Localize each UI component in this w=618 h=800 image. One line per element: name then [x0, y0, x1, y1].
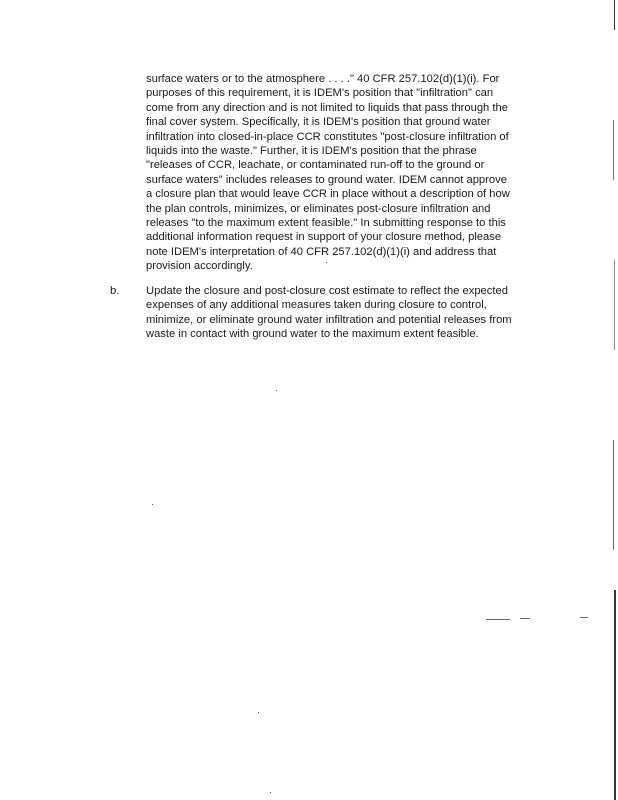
scan-speck	[152, 504, 153, 505]
text-line: infiltration into closed-in-place CCR constitutes "post-closure infiltration of	[146, 130, 509, 143]
text-line: minimize, or eliminate ground water infiltration and potential releases from	[146, 313, 512, 326]
scan-edge-mark	[614, 0, 615, 30]
text-line: additional information request in support of your closure method, please	[146, 231, 502, 244]
text-line: note IDEM's interpretation of 40 CFR 257.102(d)(1)(i) and address that	[146, 245, 497, 258]
text-line: purposes of this requirement, it is IDEM's position that "infiltration" can	[146, 87, 494, 100]
list-marker-b: b.	[110, 285, 120, 297]
scan-speck	[270, 792, 271, 793]
text-line: surface waters or to the atmosphere . . . ." 40 CFR 257.102(d)(1)(i). For	[146, 73, 500, 85]
scan-speck	[258, 712, 259, 713]
scan-speck	[276, 390, 277, 391]
scan-edge-mark	[614, 590, 616, 800]
text-line: provision accordingly.	[146, 260, 253, 273]
text-line: liquids into the waste." Further, it is IDEM's position that the phrase	[146, 145, 477, 158]
list-item-b	[146, 284, 512, 342]
scan-edge-mark	[613, 440, 614, 550]
scan-edge-mark	[614, 260, 615, 350]
text-line: "releases of CCR, leachate, or contaminated run-off to the ground or	[146, 159, 485, 172]
text-line: a closure plan that would leave CCR in place without a description of how	[146, 188, 510, 201]
text-line: the plan controls, minimizes, or eliminates post-closure infiltration and	[146, 202, 491, 215]
text-line: releases "to the maximum extent feasible." In submitting response to this	[146, 217, 506, 230]
text-line: surface waters" includes releases to ground water. IDEM cannot approve	[146, 173, 507, 186]
text-line: expenses of any additional measures taken during closure to control,	[146, 299, 487, 312]
scan-dash	[580, 617, 588, 618]
scan-dash	[520, 618, 530, 619]
scan-speck	[326, 262, 327, 263]
paragraph-a	[146, 72, 510, 274]
scan-edge-mark	[613, 120, 614, 180]
text-line: waste in contact with ground water to the maximum extent feasible.	[146, 328, 479, 341]
scan-dash	[486, 619, 510, 620]
text-line: Update the closure and post-closure cost estimate to reflect the expected	[146, 285, 508, 297]
text-line: final cover system. Specifically, it is IDEM's position that ground water	[146, 116, 491, 129]
text-line: come from any direction and is not limited to liquids that pass through the	[146, 101, 508, 114]
